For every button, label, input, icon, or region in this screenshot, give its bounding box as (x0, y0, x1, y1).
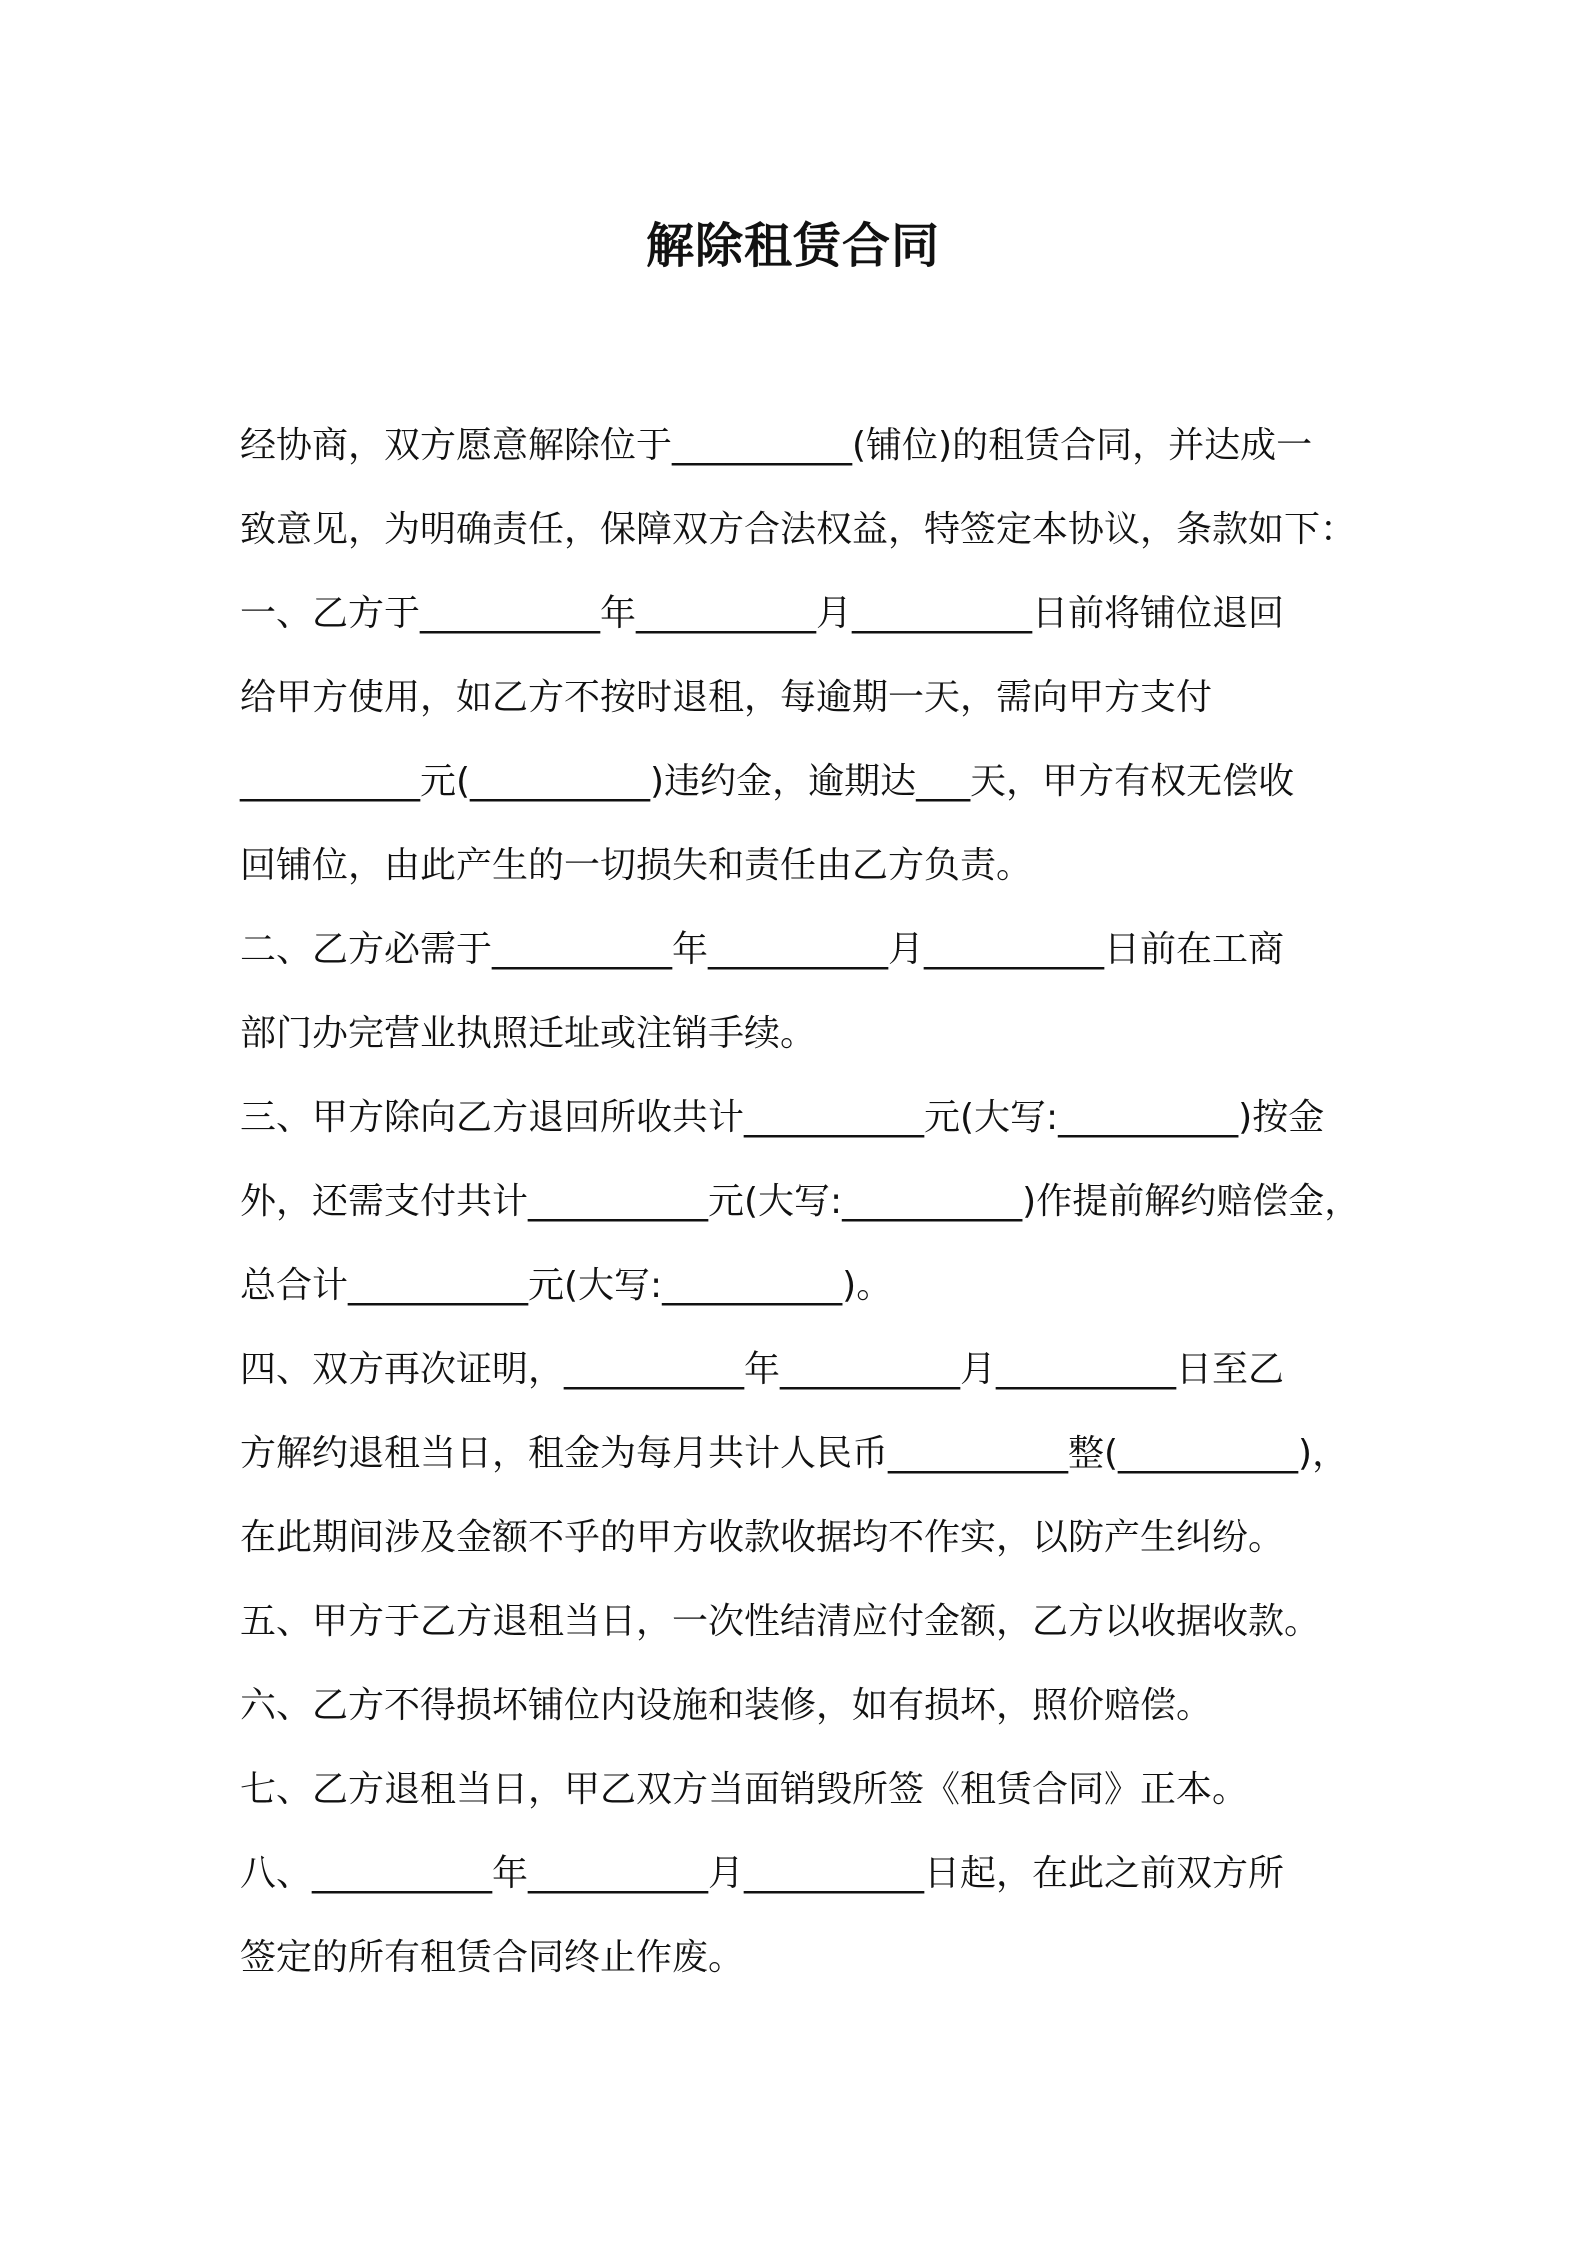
clause-1-line: 给甲方使用，如乙方不按时退租，每逾期一天，需向甲方支付 (240, 677, 1213, 718)
clause-3-line: 外，还需支付共计__________元(大写:__________)作提前解约赔偿金， (240, 1181, 1361, 1222)
clause-1-line: 一、乙方于__________年__________月__________日前将铺位退回 (240, 593, 1285, 634)
clause-1-line: __________元(__________)违约金，逾期达___天，甲方有权无偿收 (240, 761, 1295, 802)
clause-5-line: 五、甲方于乙方退租当日，一次性结清应付金额，乙方以收据收款。 (240, 1601, 1321, 1642)
clause-4-line: 方解约退租当日，租金为每月共计人民币__________整(__________)， (240, 1433, 1349, 1474)
clause-2-line: 部门办完营业执照迁址或注销手续。 (240, 1013, 817, 1054)
clause-4-line: 四、双方再次证明，__________年__________月__________日至乙 (240, 1349, 1285, 1390)
clause-8-line: 八、__________年__________月__________日起，在此之前双方所 (240, 1853, 1285, 1894)
clause-8-line: 签定的所有租赁合同终止作废。 (240, 1937, 745, 1978)
clause-4-line: 在此期间涉及金额不乎的甲方收款收据均不作实，以防产生纠纷。 (240, 1517, 1285, 1558)
clause-7-line: 七、乙方退租当日，甲乙双方当面销毁所签《租赁合同》正本。 (240, 1769, 1249, 1810)
clause-3-line: 三、甲方除向乙方退回所收共计__________元(大写:__________)按金 (240, 1097, 1325, 1138)
body-line: 致意见，为明确责任，保障双方合法权益，特签定本协议，条款如下： (240, 509, 1357, 550)
document-body (240, 404, 1390, 2000)
body-line: 经协商，双方愿意解除位于__________(铺位)的租赁合同，并达成一 (240, 425, 1313, 466)
document-title: 解除租赁合同 (645, 218, 940, 274)
clause-3-line: 总合计__________元(大写:__________)。 (240, 1265, 893, 1306)
clause-1-line: 回铺位，由此产生的一切损失和责任由乙方负责。 (240, 845, 1033, 886)
clause-6-line: 六、乙方不得损坏铺位内设施和装修，如有损坏，照价赔偿。 (240, 1685, 1213, 1726)
clause-2-line: 二、乙方必需于__________年__________月__________日前在工商 (240, 929, 1285, 970)
